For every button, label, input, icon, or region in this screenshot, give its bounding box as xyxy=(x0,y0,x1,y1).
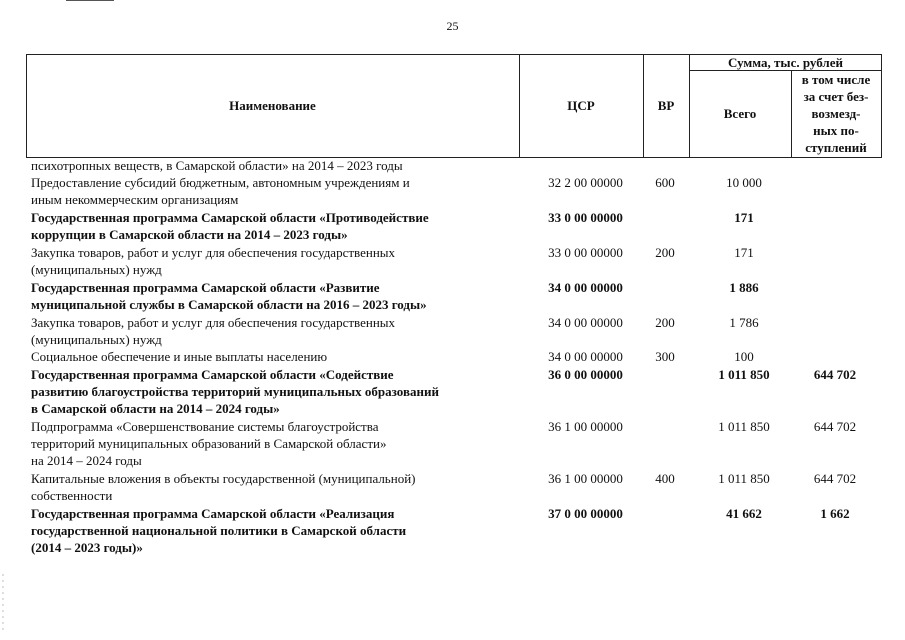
row-total: 10 000 xyxy=(726,175,762,190)
row-name: Предоставление субсидий бюджетным, автономным учреждениям и иным некоммерческим организациям xyxy=(31,175,410,207)
row-vr: 300 xyxy=(655,349,675,364)
row-csr: 36 0 00 00000 xyxy=(548,367,623,382)
row-total: 1 011 850 xyxy=(718,471,770,486)
row-csr: 33 0 00 00000 xyxy=(548,245,623,260)
row-csr: 32 2 00 00000 xyxy=(548,175,623,190)
row-csr: 33 0 00 00000 xyxy=(548,210,623,225)
row-total: 171 xyxy=(734,245,754,260)
row-total: 1 011 850 xyxy=(718,367,770,382)
row-vr: 600 xyxy=(655,175,675,190)
header-name: Наименование xyxy=(229,98,316,113)
row-bezvozmezd: 644 702 xyxy=(813,367,857,382)
header-sum-group: Сумма, тыс. рублей xyxy=(728,54,843,70)
header-csr: ЦСР xyxy=(567,98,595,113)
row-csr: 37 0 00 00000 xyxy=(548,506,623,521)
row-vr: 200 xyxy=(655,245,675,260)
row-bezvozmezd: 644 702 xyxy=(813,419,857,434)
row-csr: 36 1 00 00000 xyxy=(548,471,623,486)
row-name: Закупка товаров, работ и услуг для обеспечения государственных (муниципальных) нужд xyxy=(31,315,396,347)
row-total: 1 011 850 xyxy=(718,419,770,434)
row-total: 171 xyxy=(734,210,754,225)
row-csr: 36 1 00 00000 xyxy=(548,419,623,434)
row-bezvozmezd: 644 702 xyxy=(813,471,857,486)
row-bezvozmezd: 1 662 xyxy=(820,506,850,521)
page-number: 25 xyxy=(446,19,459,33)
scan-artifact-dots xyxy=(2,572,4,632)
row-total: 1 886 xyxy=(729,280,759,295)
row-name: Подпрограмма «Совершенствование системы благоустройства территорий муниципальных образований в Самарской области» на 2014 – 2024 годы xyxy=(31,419,387,468)
row-vr: 400 xyxy=(655,471,675,486)
row-name: Социальное обеспечение и иные выплаты населению xyxy=(31,349,328,364)
row-name: Капитальные вложения в объекты государственной (муниципальной) собственности xyxy=(31,471,416,503)
row-name: Государственная программа Самарской области «Противодействие коррупции в Самарской области на 2014 – 2023 годы» xyxy=(31,210,429,242)
header-vr: ВР xyxy=(657,98,675,113)
row-total: 1 786 xyxy=(729,315,759,330)
row-vr: 200 xyxy=(655,315,675,330)
header-bezvozmezd: в том числе за счет без- возмезд- ных по- ступлений xyxy=(801,72,871,155)
row-total: 41 662 xyxy=(726,506,762,521)
row-total: 100 xyxy=(734,349,754,364)
row-csr: 34 0 00 00000 xyxy=(548,280,623,295)
row-name: Закупка товаров, работ и услуг для обеспечения государственных (муниципальных) нужд xyxy=(31,245,396,277)
row-name: психотропных веществ, в Самарской области» на 2014 – 2023 годы xyxy=(31,158,403,173)
row-name: Государственная программа Самарской области «Развитие муниципальной службы в Самарской области на 2016 – 2023 годы» xyxy=(31,280,427,312)
row-name: Государственная программа Самарской области «Содействие развитию благоустройства территорий муниципальных образований в Самарской области на 2014 – 2024 годы» xyxy=(31,367,439,416)
row-csr: 34 0 00 00000 xyxy=(548,349,623,364)
row-csr: 34 0 00 00000 xyxy=(548,315,623,330)
header-total: Всего xyxy=(723,106,757,121)
row-name: Государственная программа Самарской области «Реализация государственной национальной политики в Самарской области (2014 – 2023 годы)» xyxy=(31,506,407,555)
budget-table xyxy=(26,0,882,640)
